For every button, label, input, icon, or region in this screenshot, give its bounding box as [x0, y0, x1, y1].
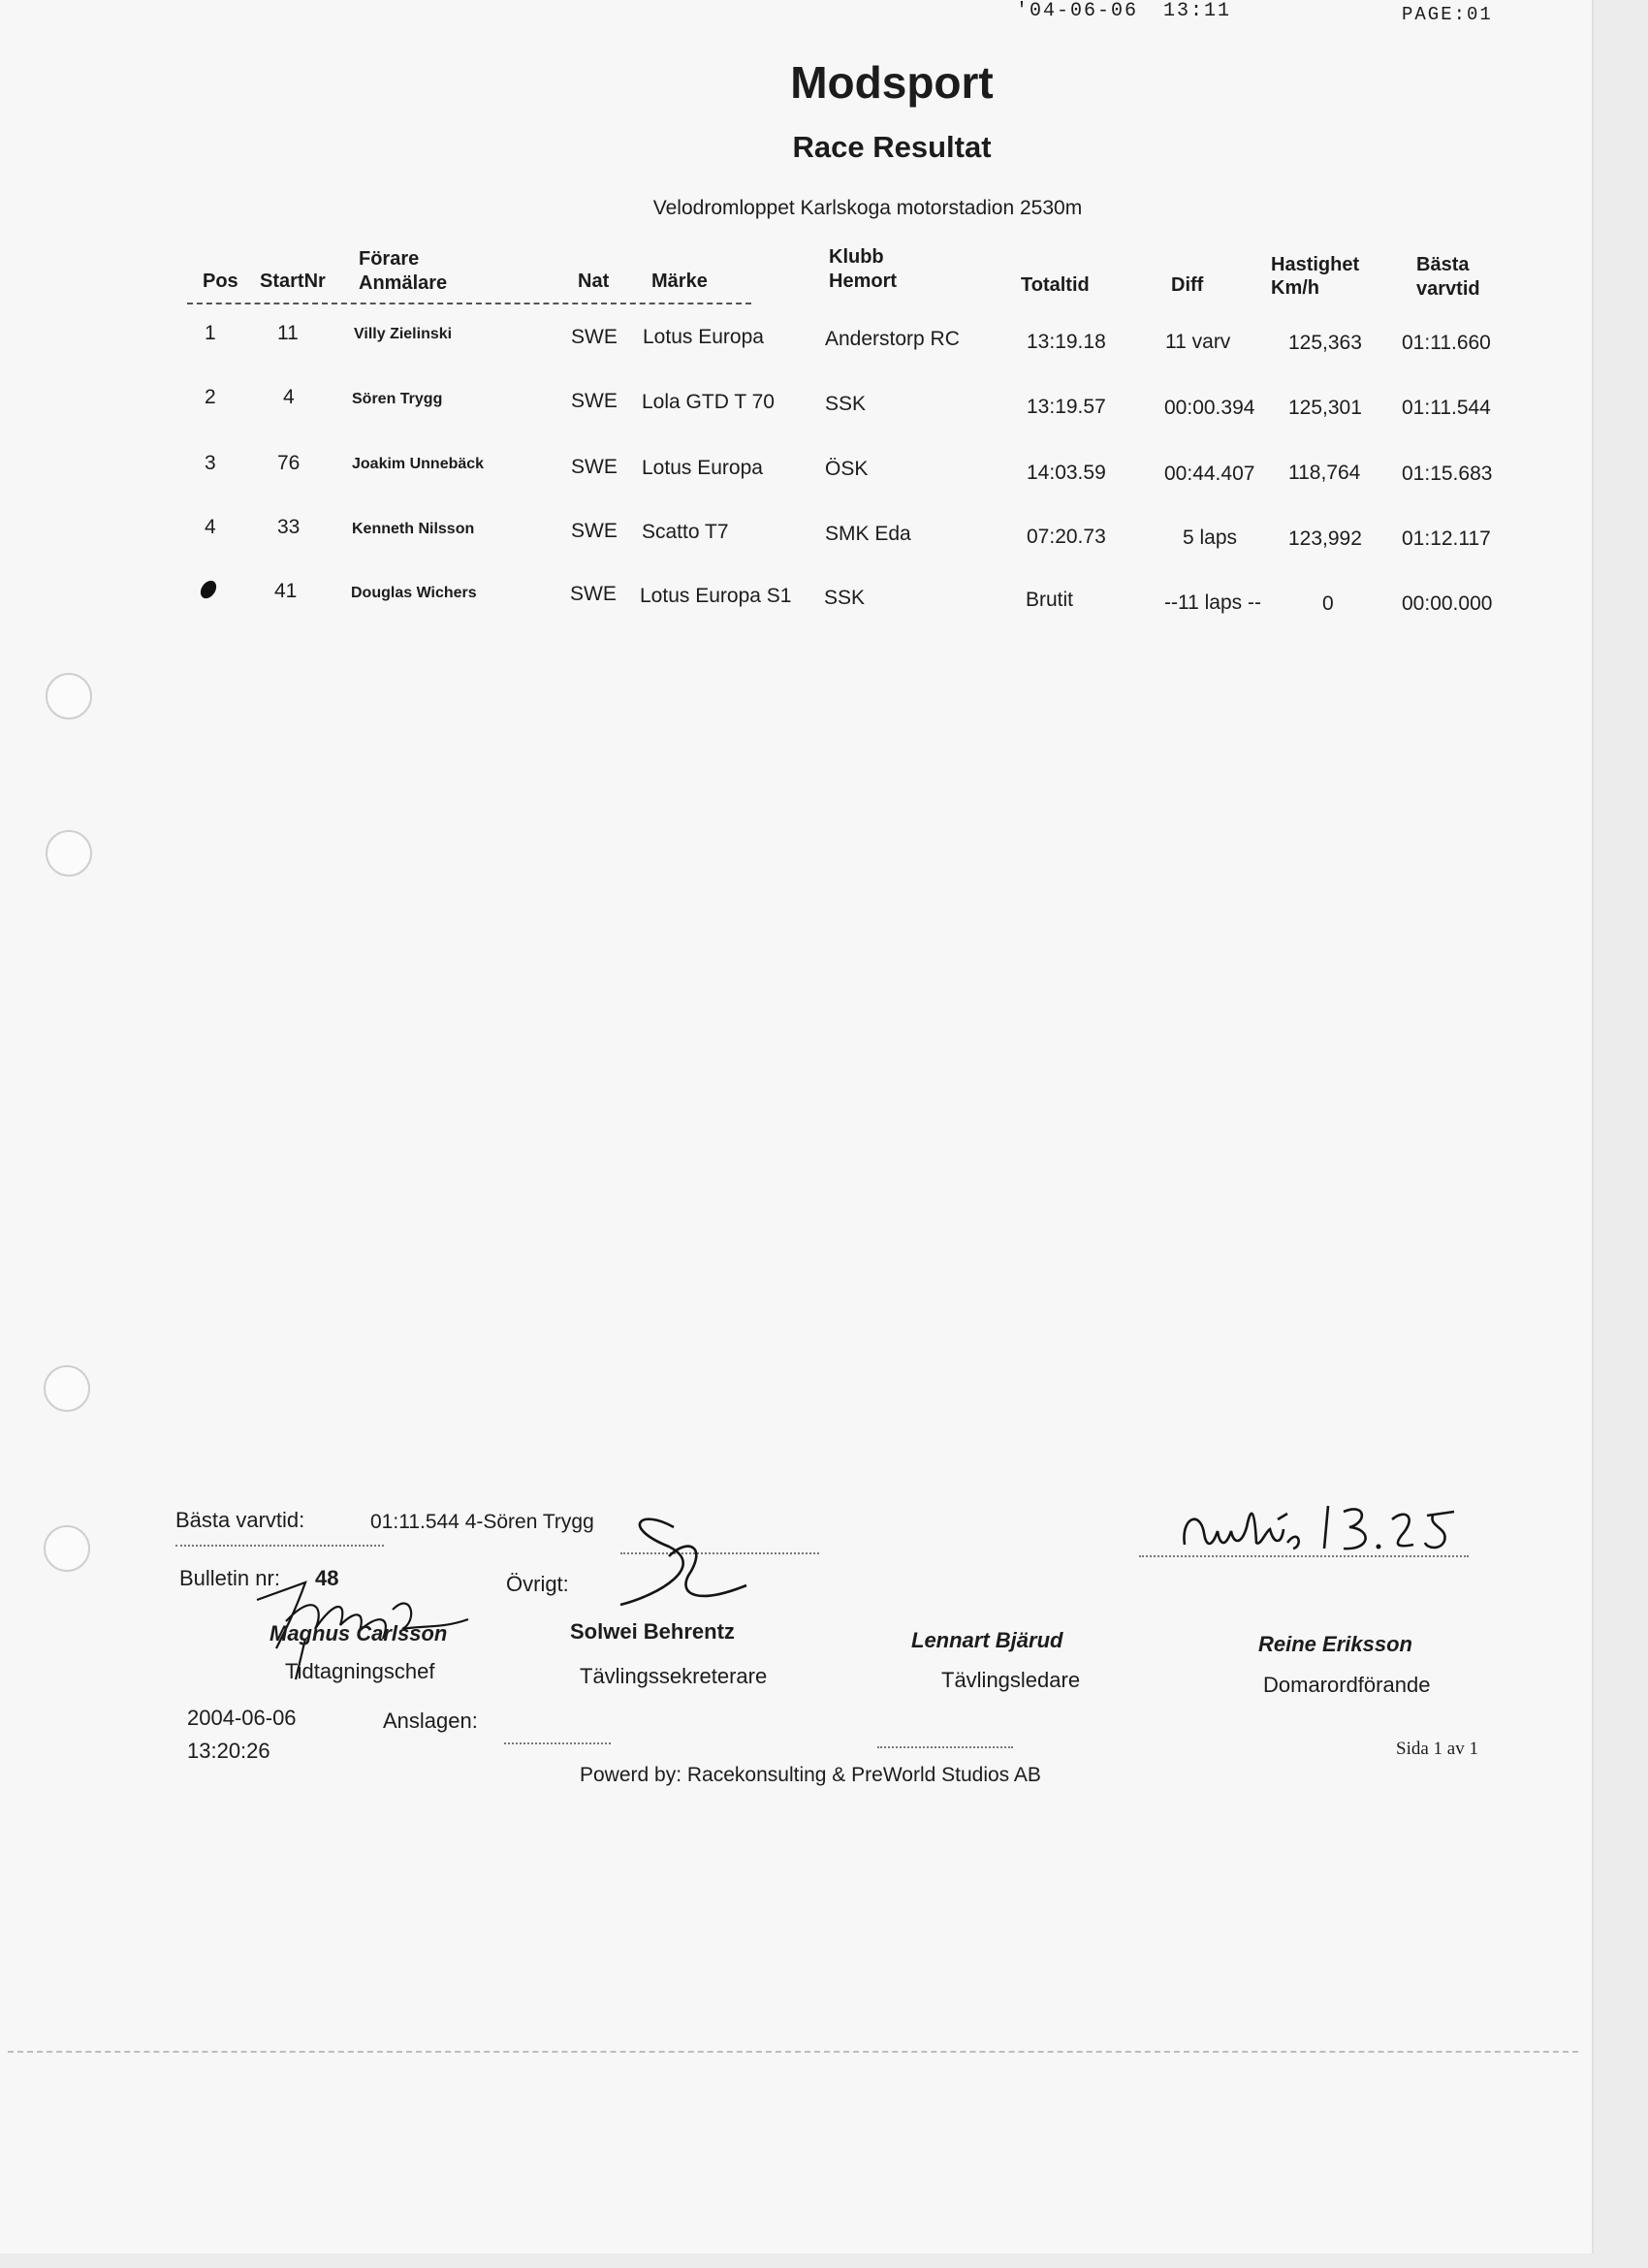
row-speed: 118,764 — [1288, 462, 1361, 484]
punch-hole — [44, 1365, 90, 1412]
punch-hole — [44, 1525, 90, 1572]
bulletin-label: Bulletin nr: — [179, 1566, 280, 1590]
dotted-rule — [504, 1742, 611, 1744]
row-best: 01:11.660 — [1402, 332, 1491, 354]
row-nat: SWE — [571, 520, 618, 542]
col-club-header-top: Klubb — [829, 246, 884, 268]
col-driver-header-bottom: Anmälare — [359, 272, 448, 294]
row-nat: SWE — [570, 583, 617, 605]
row-club: Anderstorp RC — [825, 328, 960, 350]
row-speed: 125,301 — [1288, 397, 1362, 419]
dotted-rule — [1139, 1555, 1469, 1557]
row-total: 13:19.57 — [1027, 396, 1106, 418]
document-title: Modsport — [790, 57, 994, 108]
row-pos: 3 — [205, 452, 216, 474]
col-best-header-top: Bästa — [1416, 254, 1470, 275]
row-diff: 5 laps — [1183, 527, 1238, 549]
signature-behrentz — [582, 1498, 756, 1634]
col-pos-header: Pos — [203, 271, 238, 292]
page-bottom-rule — [8, 2051, 1578, 2053]
row-total: Brutit — [1026, 589, 1074, 611]
row-make: Scatto T7 — [642, 521, 729, 543]
official-name: Reine Eriksson — [1258, 1632, 1412, 1656]
row-driver: Kenneth Nilsson — [352, 521, 475, 537]
col-speed-header-bottom: Km/h — [1271, 277, 1319, 299]
official-role: Tävlingssekreterare — [580, 1664, 768, 1688]
col-speed-header-top: Hastighet — [1271, 254, 1360, 275]
row-driver: Joakim Unnebäck — [352, 456, 485, 472]
row-startnr: 33 — [277, 516, 301, 538]
col-total-header: Totaltid — [1021, 274, 1090, 296]
handwritten-note — [1173, 1488, 1474, 1566]
row-club: ÖSK — [825, 458, 869, 480]
bulletin-number: 48 — [315, 1566, 339, 1590]
row-speed: 123,992 — [1288, 527, 1362, 550]
report-time: 13:20:26 — [187, 1739, 270, 1763]
best-lap-label: Bästa varvtid: — [175, 1508, 305, 1532]
row-driver: Villy Zielinski — [354, 326, 453, 342]
row-total: 07:20.73 — [1027, 526, 1106, 548]
row-total: 14:03.59 — [1027, 462, 1106, 484]
print-time: 13:11 — [1163, 0, 1232, 22]
col-club-header-bottom: Hemort — [829, 271, 898, 292]
event-name: Velodromloppet Karlskoga motorstadion 2530m — [652, 197, 1083, 219]
best-lap-value: 01:11.544 4-Sören Trygg — [370, 1511, 594, 1533]
col-driver-header-top: Förare — [359, 248, 420, 270]
row-total: 13:19.18 — [1027, 331, 1106, 353]
row-driver: Sören Trygg — [352, 391, 443, 407]
report-date: 2004-06-06 — [187, 1706, 297, 1730]
row-club: SSK — [825, 393, 867, 415]
official-role: Tävlingsledare — [941, 1668, 1081, 1692]
row-diff: 00:44.407 — [1164, 463, 1255, 485]
row-speed: 0 — [1322, 592, 1334, 615]
row-diff: 11 varv — [1165, 331, 1231, 353]
row-speed: 125,363 — [1288, 332, 1362, 354]
row-club: SSK — [824, 587, 866, 609]
row-make: Lola GTD T 70 — [642, 391, 775, 413]
retired-mark-icon — [196, 578, 221, 601]
posted-label: Anslagen: — [383, 1709, 478, 1733]
row-make: Lotus Europa — [643, 326, 764, 348]
official-name: Magnus Carlsson — [269, 1621, 448, 1645]
col-best-header-bottom: varvtid — [1416, 278, 1480, 300]
row-startnr: 76 — [277, 452, 301, 474]
dotted-rule — [877, 1746, 1013, 1748]
other-label: Övrigt: — [506, 1572, 569, 1596]
row-make: Lotus Europa S1 — [640, 585, 792, 607]
row-pos: 2 — [205, 386, 216, 408]
row-startnr: 11 — [277, 322, 299, 344]
row-startnr: 41 — [274, 580, 298, 602]
powered-by: Powerd by: Racekonsulting & PreWorld Studios AB — [580, 1764, 1041, 1786]
row-driver: Douglas Wichers — [351, 585, 477, 601]
document-subtitle: Race Resultat — [792, 130, 992, 164]
official-role: Tidtagningschef — [285, 1659, 435, 1683]
page-code: PAGE:01 — [1402, 4, 1493, 25]
page-of: Sida 1 av 1 — [1396, 1739, 1478, 1759]
punch-hole — [46, 830, 92, 877]
col-nat-header: Nat — [578, 271, 610, 292]
punch-hole — [46, 673, 92, 719]
row-best: 01:12.117 — [1402, 527, 1491, 550]
row-nat: SWE — [571, 326, 618, 348]
row-club: SMK Eda — [825, 523, 911, 545]
col-startnr-header: StartNr — [260, 271, 326, 292]
row-nat: SWE — [571, 456, 618, 478]
row-diff: --11 laps -- — [1164, 591, 1261, 614]
official-name: Solwei Behrentz — [570, 1619, 735, 1644]
row-pos: 1 — [205, 322, 216, 344]
row-pos: 4 — [205, 516, 216, 538]
official-role: Domarordförande — [1263, 1673, 1431, 1697]
col-make-header: Märke — [651, 271, 708, 292]
official-name: Lennart Bjärud — [911, 1628, 1063, 1652]
row-startnr: 4 — [283, 386, 295, 408]
header-rule — [187, 303, 751, 304]
row-nat: SWE — [571, 390, 618, 412]
print-date: '04-06-06 — [1016, 0, 1139, 22]
col-diff-header: Diff — [1171, 274, 1204, 296]
row-best: 00:00.000 — [1402, 592, 1493, 615]
row-diff: 00:00.394 — [1164, 397, 1255, 419]
row-best: 01:11.544 — [1402, 397, 1491, 419]
dotted-rule — [175, 1545, 384, 1547]
row-make: Lotus Europa — [642, 457, 763, 479]
row-best: 01:15.683 — [1402, 463, 1493, 485]
